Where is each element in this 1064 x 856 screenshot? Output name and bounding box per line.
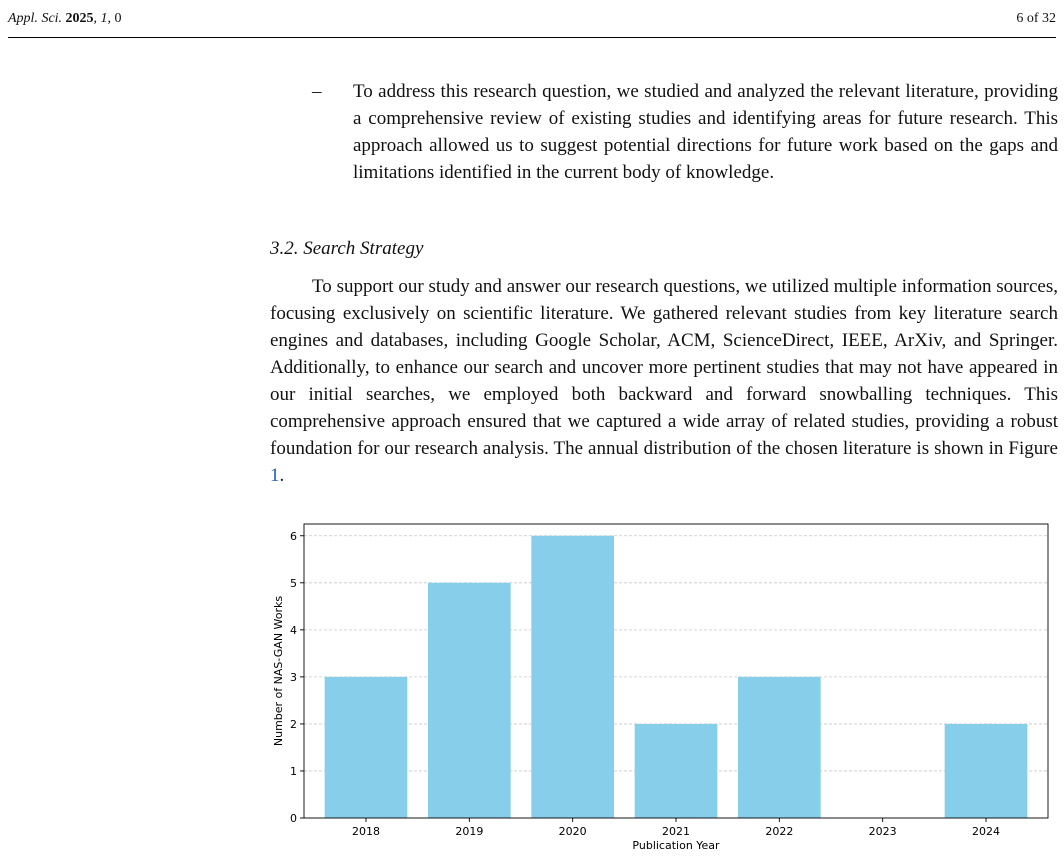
- figure-link[interactable]: 1: [270, 465, 280, 486]
- y-tick-label: 4: [290, 623, 297, 637]
- y-tick-label: 6: [290, 529, 297, 543]
- x-tick-label: 2020: [558, 825, 587, 838]
- journal-year: 2025: [65, 11, 94, 26]
- paragraph-text: To support our study and answer our research questions, we utilized multiple information sources, focusing exclusively on scientific literature. We gathered relevant studies from key literature search engines and databases, including Google Scholar, ACM, ScienceDirect, IEEE, ArXiv, and Springer. Additionally, to enhance our search and uncover more pertinent studies that may not have appeared in our initial searches, we employed both backward and forward snowballing techniques. This comprehensive approach ensured that we captured a wide array of related studies, providing a robust foundation for our research analysis. The annual distribution of the chosen literature is shown in Figure: [270, 276, 1058, 459]
- x-tick-label: 2018: [352, 825, 380, 838]
- y-tick-label: 3: [290, 670, 297, 684]
- bullet-dash: –: [312, 81, 322, 102]
- bar-2020: [531, 536, 614, 818]
- x-tick-label: 2019: [455, 825, 484, 838]
- y-tick-label: 5: [290, 576, 297, 590]
- x-tick-label: 2024: [972, 825, 1000, 838]
- page-header: [8, 8, 1056, 30]
- bar-2022: [738, 677, 821, 818]
- bar-2018: [325, 677, 408, 818]
- body-paragraph: [270, 273, 1058, 489]
- bullet-text: To address this research question, we studied and analyzed the relevant literature, providing a comprehensive review of existing studies and identifying areas for future research. This approach allowed us to suggest potential directions for future work based on the gaps and limitations identified in the current body of knowledge.: [353, 81, 1058, 183]
- bullet-item: [313, 78, 1058, 186]
- article-number: 0: [114, 11, 122, 26]
- bar-chart: [262, 512, 1058, 856]
- figure-1: [262, 512, 1058, 856]
- x-tick-label: 2023: [868, 825, 897, 838]
- bar-2019: [428, 583, 511, 818]
- header-rule: [8, 37, 1056, 38]
- bar-2024: [945, 724, 1028, 818]
- x-axis-label: Publication Year: [632, 839, 720, 852]
- bar-2021: [635, 724, 718, 818]
- y-tick-label: 2: [290, 717, 297, 731]
- section-heading: 3.2. Search Strategy: [270, 238, 424, 259]
- journal-name: Appl. Sci.: [8, 11, 63, 26]
- y-tick-label: 0: [290, 812, 297, 825]
- x-tick-label: 2021: [662, 825, 690, 838]
- x-tick-label: 2022: [765, 825, 794, 838]
- paragraph-end: .: [279, 465, 285, 486]
- page-number: 6 of 32: [1016, 11, 1056, 26]
- y-tick-label: 1: [290, 764, 297, 778]
- y-axis-label: Number of NAS-GAN Works: [272, 595, 285, 747]
- journal-volume: 1: [100, 11, 108, 26]
- journal-citation: Appl. Sci. 2025, 1, 0: [8, 11, 122, 26]
